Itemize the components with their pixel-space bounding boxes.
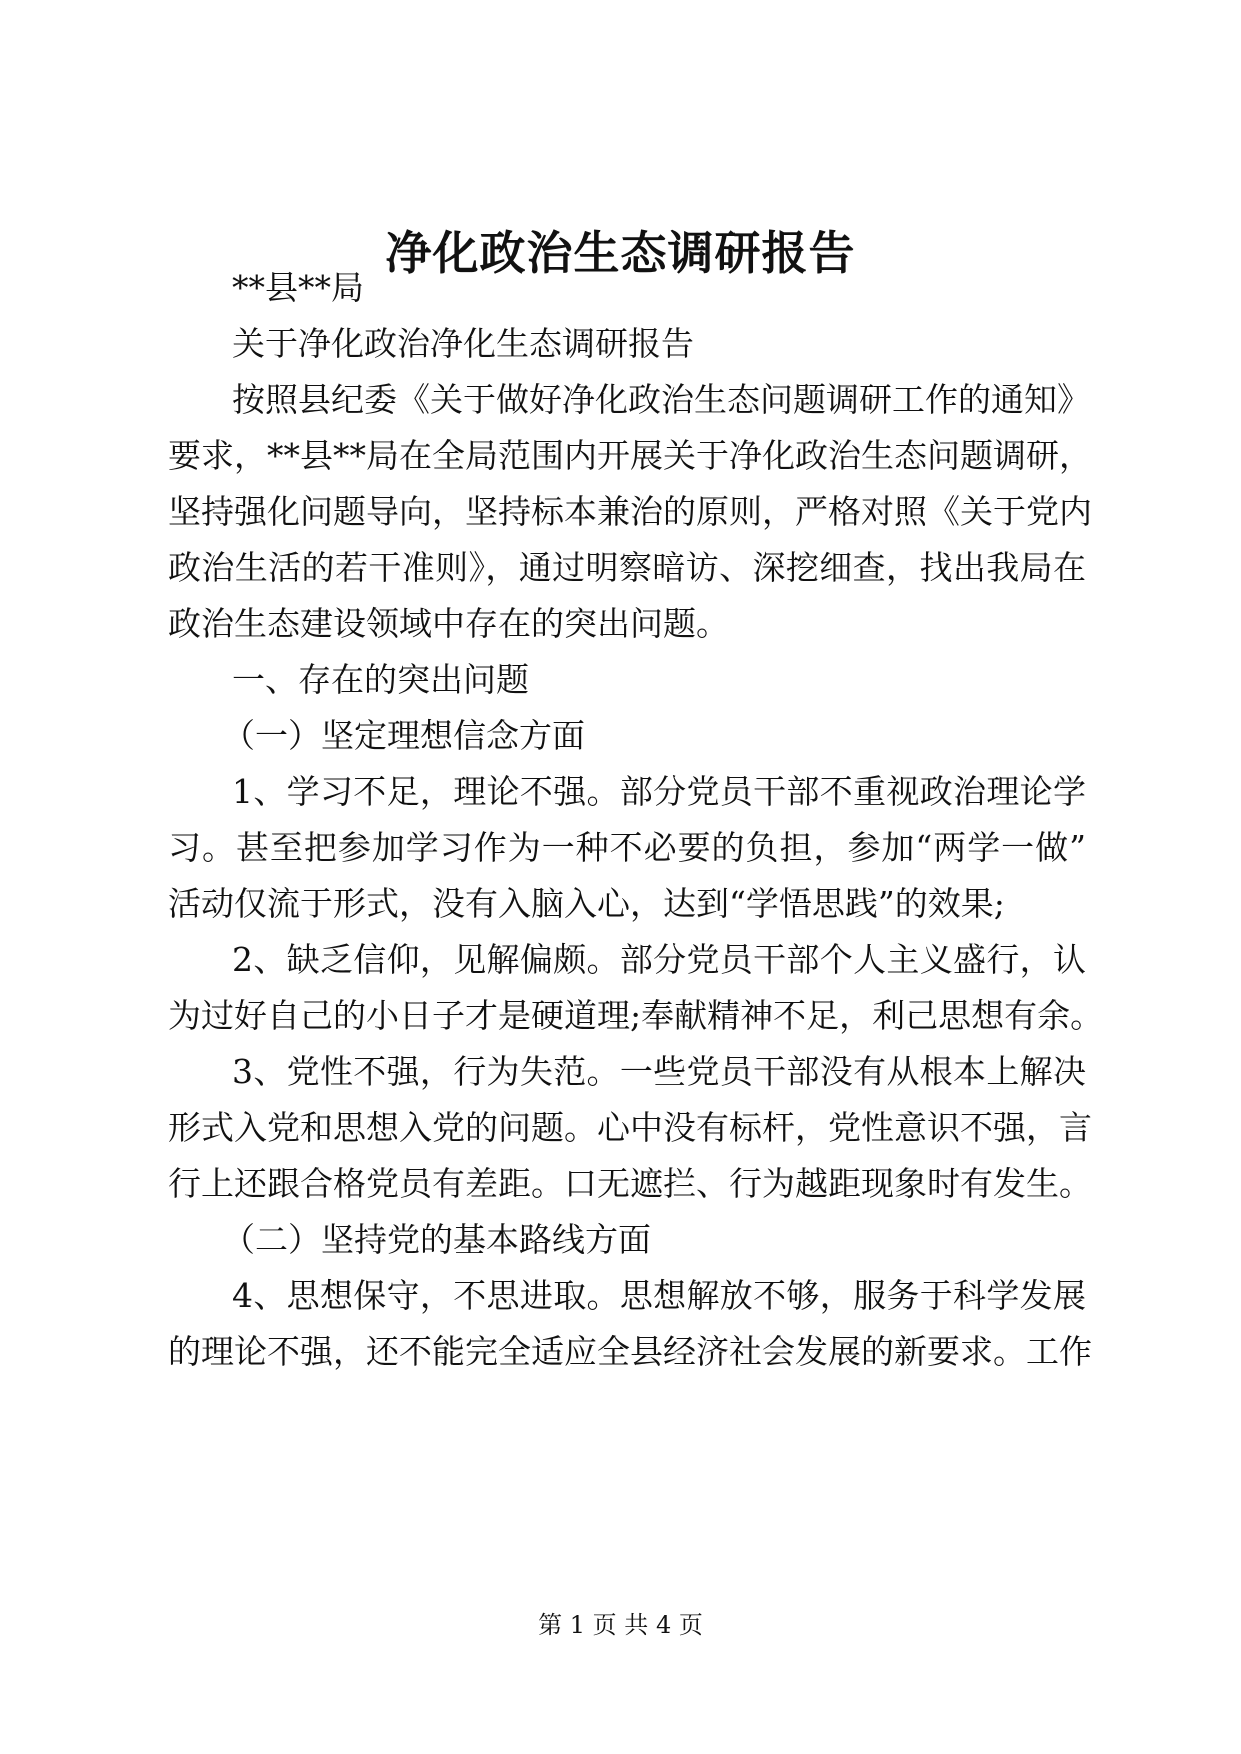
- org-line: **县**局: [232, 268, 364, 307]
- body-line: 的理论不强，还不能完全适应全县经济社会发展的新要求。工作: [168, 1332, 1092, 1371]
- subtitle-line: 关于净化政治净化生态调研报告: [232, 324, 694, 363]
- body-line: 坚持强化问题导向，坚持标本兼治的原则，严格对照《关于党内: [168, 492, 1092, 531]
- body-line: 3、党性不强，行为失范。一些党员干部没有从根本上解决: [232, 1052, 1086, 1091]
- subsection-heading: （一）坚定理想信念方面: [222, 716, 585, 755]
- body-line: 行上还跟合格党员有差距。口无遮拦、行为越距现象时有发生。: [168, 1164, 1092, 1203]
- body-line: 政治生活的若干准则》，通过明察暗访、深挖细查，找出我局在: [168, 548, 1086, 587]
- document-title: 净化政治生态调研报告: [385, 226, 856, 280]
- body-line: 形式入党和思想入党的问题。心中没有标杆，党性意识不强，言: [168, 1108, 1092, 1147]
- body-line: 习。甚至把参加学习作为一种不必要的负担，参加“两学一做”: [168, 828, 1086, 867]
- subsection-heading: （二）坚持党的基本路线方面: [222, 1220, 651, 1259]
- body-line: 2、缺乏信仰，见解偏颇。部分党员干部个人主义盛行，认: [232, 940, 1086, 979]
- body-line: 1、学习不足，理论不强。部分党员干部不重视政治理论学: [232, 772, 1086, 811]
- body-line: 4、思想保守，不思进取。思想解放不够，服务于科学发展: [232, 1276, 1086, 1315]
- body-line: 政治生态建设领域中存在的突出问题。: [168, 604, 729, 643]
- body-line: 活动仅流于形式，没有入脑入心，达到“学悟思践”的效果;: [168, 884, 1005, 923]
- body-line: 按照县纪委《关于做好净化政治生态问题调研工作的通知》: [232, 380, 1090, 419]
- section-heading: 一、存在的突出问题: [232, 660, 529, 699]
- body-line: 要求，**县**局在全局范围内开展关于净化政治生态问题调研，: [168, 436, 1092, 475]
- page-number-footer: 第 1 页 共 4 页: [538, 1611, 703, 1639]
- body-line: 为过好自己的小日子才是硬道理;奉献精神不足，利己思想有余。: [168, 996, 1104, 1035]
